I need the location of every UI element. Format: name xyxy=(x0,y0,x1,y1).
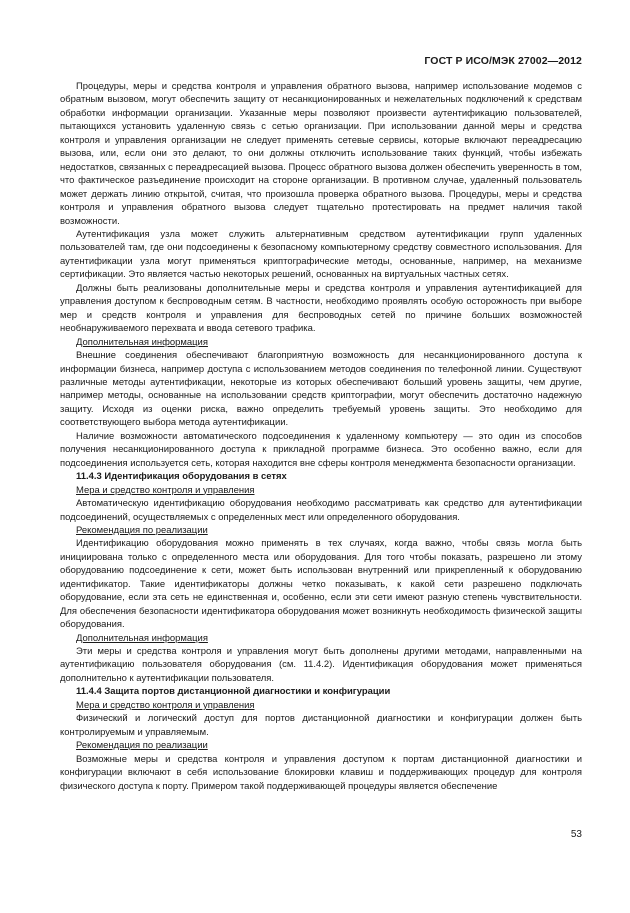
paragraph-node-auth: Аутентификация узла может служить альтернативным средством аутентификации групп удаленных пользователей там, где они подсоединены к безопасному компьютерному средству совместного использования. Для аутентификации узла могут применяться криптографические методы, основанные, например, на механизме сертификации. Это является частью некоторых решений, основанных на виртуальных частных сетях. xyxy=(60,228,582,281)
document-header: ГОСТ Р ИСО/МЭК 27002—2012 xyxy=(424,55,582,67)
subheading-control: Мера и средство контроля и управления xyxy=(76,484,255,496)
subheading-implementation: Рекомендация по реализации xyxy=(76,524,208,536)
paragraph-equipment-id-impl: Идентификацию оборудования можно применять в тех случаях, когда важно, чтобы связь могла быть инициирована только с определенного места или оборудования. Для того чтобы показать, разрешено ли этому оборудованию подсоединение к сети, может быть использован внутренний или прикрепленный к оборудованию идентификатор. Такие идентификаторы должны четко показывать, к какой сети разрешено подключать оборудование, если эта сеть не единственная и, особенно, если эти сети имеют разную степень чувствительности. Для обеспечения безопасности идентификатора оборудования может возникнуть необходимость физической защиты оборудования. xyxy=(60,538,582,631)
paragraph-equipment-id-control: Автоматическую идентификацию оборудования необходимо рассматривать как средство для аутентификации подсоединений, осуществляемых с определенных мест или определенного оборудования. xyxy=(60,498,582,523)
paragraph-ports-impl: Возможные меры и средства контроля и управления доступом к портам дистанционной диагностики и конфигурации включают в себя использование блокировки клавиш и поддерживающих процедур для контроля физического доступа к порту. Примером такой поддерживающей процедуры является обеспечение xyxy=(60,753,582,792)
section-heading-11-4-4: 11.4.4 Защита портов дистанционной диагностики и конфигурации xyxy=(76,686,391,698)
subheading-additional-info: Дополнительная информация xyxy=(76,632,208,644)
paragraph-ports-control: Физический и логический доступ для портов дистанционной диагностики и конфигурации должен быть контролируемым и управляемым. xyxy=(60,713,582,738)
page-number: 53 xyxy=(570,829,582,840)
subheading-control: Мера и средство контроля и управления xyxy=(76,699,255,711)
section-heading-11-4-3: 11.4.3 Идентификация оборудования в сетях xyxy=(76,471,287,483)
subheading-implementation: Рекомендация по реализации xyxy=(76,740,208,752)
subheading-additional-info: Дополнительная информация xyxy=(76,336,208,348)
document-body xyxy=(60,80,582,793)
paragraph-callback: Процедуры, меры и средства контроля и управления обратного вызова, например использование модемов с обратным вызовом, могут обеспечить защиту от несанкционированных и нежелательных подключений к средствам обработки информации организации. Указанные меры позволяют произвести аутентификацию пользователей, пытающихся установить удаленную связь с сетью организации. При использовании данной меры и средства контроля и управления организации не следует применять сетевые сервисы, которые включают переадресацию вызова, или, если они это делают, то они должны отключить использование таких функций, чтобы избежать недостатков, связанных с переадресацией вызова. Процесс обратного вызова должен обеспечить уверенность в том, что фактическое разъединение происходит на стороне организации. В противном случае, удаленный пользователь может держать линию открытой, считая, что произошла проверка обратного вызова. Процедуры, меры и средства контроля и управления обратного вызова следует тщательно протестировать на предмет наличия такой возможности. xyxy=(60,81,582,227)
paragraph-equipment-id-info: Эти меры и средства контроля и управления могут быть дополнены другими методами, направленными на аутентификацию пользователя оборудования (см. 11.4.2). Идентификация оборудования может применяться дополнительно к аутентификации пользователя. xyxy=(60,646,582,684)
paragraph-wireless: Должны быть реализованы дополнительные меры и средства контроля и управления аутентификацией для управления доступом к беспроводным сетям. В частности, необходимо проявлять особую осторожность при выборе мер и средств контроля и управления для беспроводных сетей по причине больших возможностей необнаруживаемого перехвата и ввода сетевого трафика. xyxy=(60,282,582,335)
paragraph-auto-connect: Наличие возможности автоматического подсоединения к удаленному компьютеру — это один из способов получения несанкционированного доступа к прикладной программе бизнеса. Это особенно важно, если для подсоединения используется сеть, которая находится вне сферы контроля менеджмента безопасности организации. xyxy=(60,430,582,469)
paragraph-external-connections: Внешние соединения обеспечивают благоприятную возможность для несанкционированного доступа к информации бизнеса, например доступа с использованием методов соединения по телефонной линии. Существуют различные методы аутентификации, некоторые из которых обеспечивают больший уровень защиты, чем другие, например методы, основанные на использовании средств криптографии, могут обеспечить достаточно надежную защиту. Исходя из оценки риска, важно определить требуемый уровень защиты. Это необходимо для соответствующего выбора метода аутентификации. xyxy=(60,350,582,429)
